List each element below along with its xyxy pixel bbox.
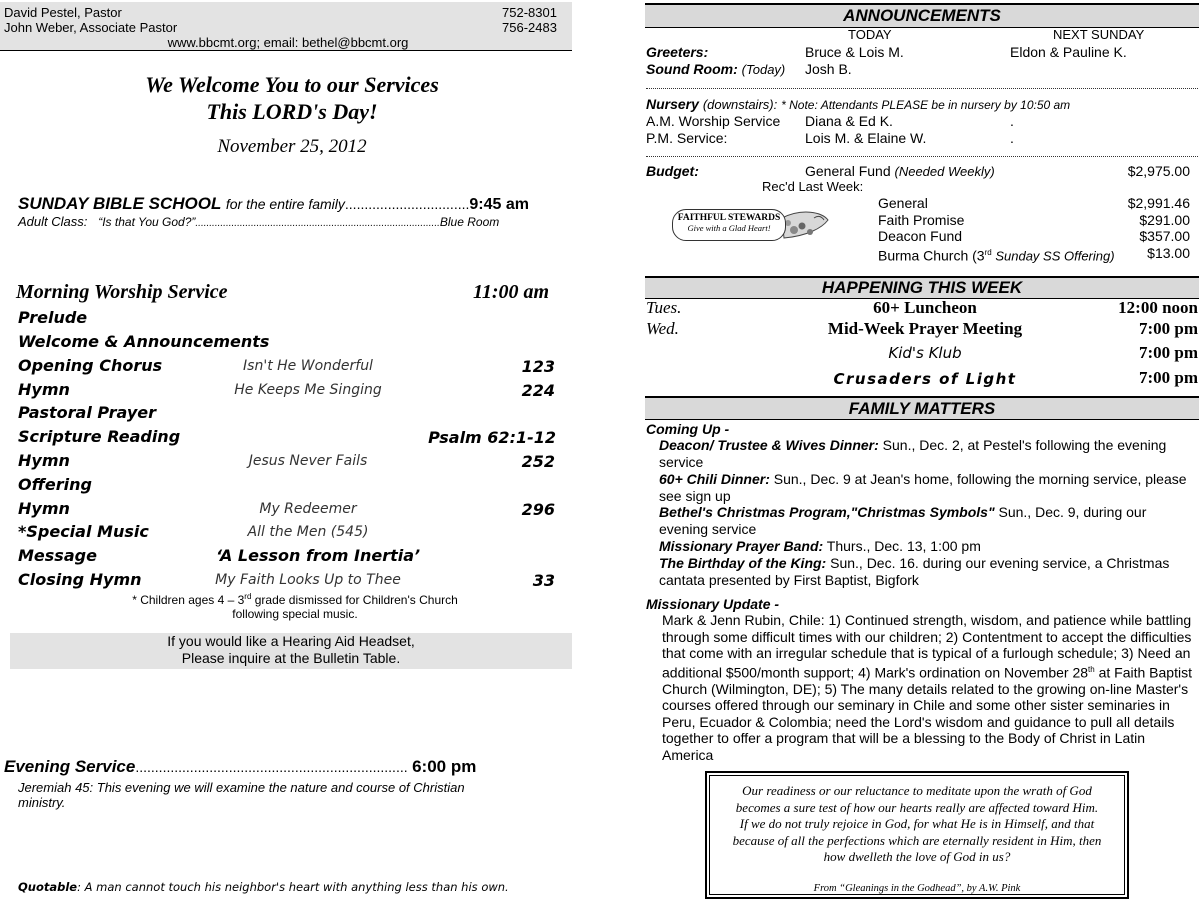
service-row (18, 475, 558, 499)
hymn-number: 123 (521, 357, 555, 376)
bible-school-line (18, 194, 578, 214)
divider (646, 88, 1198, 89)
quote-text: Our readiness or our reluctance to meditate upon the wrath of God becomes a sure test of how our hearts really are affected toward Him. If we do not truly rejoice in God, for what He is in Himself, and that because of all the perfections which are eternally resident in Him, then how dwelleth the love of God in us? (732, 783, 1102, 864)
welcome-line-2: This LORD's Day! (206, 99, 378, 124)
service-song: My Faith Looks Up to Thee (215, 572, 401, 588)
event-name: 60+ Luncheon (873, 298, 977, 317)
happening-title: HAPPENING THIS WEEK (821, 278, 1023, 297)
coming-up-item (659, 538, 1199, 555)
service-song: Jesus Never Fails (248, 453, 368, 469)
service-song: Isn't He Wonderful (243, 358, 373, 374)
service-item-name: Opening Chorus (18, 356, 163, 375)
item-text: Sun., Dec. 16. during our evening service, a Christmas cantata presented by First Baptist, Bigfork (659, 555, 1170, 588)
item-head: Missionary Prayer Band: (659, 538, 824, 554)
budget-row (878, 245, 1190, 265)
service-item-name: Pastoral Prayer (18, 403, 157, 422)
adult-class-label: Adult Class: (18, 214, 88, 229)
greeters-today: Bruce & Lois M. (805, 44, 904, 60)
nursery-where: (downstairs): (702, 97, 778, 112)
message-title: ‘A Lesson from Inertia’ (216, 546, 421, 565)
service-item-name: Welcome & Announcements (18, 332, 270, 351)
web-email: www.bbcmt.org; email: bethel@bbcmt.org (167, 35, 409, 50)
hymn-number: 33 (532, 571, 555, 590)
burma-label-a: Burma Church (3 (878, 247, 985, 264)
budget-item-label: Deacon Fund (878, 228, 963, 244)
coming-up-item (659, 555, 1199, 589)
hearing-aid-line-2: Please inquire at the Bulletin Table. (181, 650, 401, 666)
evening-description (18, 780, 465, 810)
item-text: Thurs., Dec. 13, 1:00 pm (823, 538, 981, 554)
event-time: 7:00 pm (1138, 319, 1198, 338)
happening-heading (645, 276, 1199, 299)
children-note-sup: rd (244, 592, 252, 601)
badge-line-1: FAITHFUL STEWARDS (677, 213, 781, 223)
event-time: 12:00 noon (1118, 298, 1198, 317)
budget-item-amount: $291.00 (1139, 212, 1190, 228)
childrens-church-note (100, 590, 490, 621)
adult-class-topic: “Is that You God?” (98, 215, 196, 229)
event-day: Tues. (646, 298, 682, 317)
faithful-stewards-badge (672, 206, 832, 246)
burma-label-b: Sunday SS Offering) (991, 248, 1115, 264)
am-service-dot: . (1010, 113, 1014, 129)
announcements-heading (645, 3, 1199, 28)
welcome-line-1: We Welcome You to our Services (145, 72, 439, 97)
general-fund-amount: $2,975.00 (1127, 163, 1190, 179)
pm-service-dot: . (1010, 130, 1014, 146)
assoc-pastor-name: John Weber, Associate Pastor (4, 20, 178, 35)
service-row (18, 380, 558, 404)
service-item-name: Hymn (18, 499, 70, 518)
evening-service-line (4, 757, 570, 777)
coming-up-item (659, 504, 1199, 538)
evening-desc-line-2: ministry. (18, 795, 66, 810)
hearing-aid-line-1: If you would like a Hearing Aid Headset, (167, 633, 415, 649)
budget-row (878, 212, 1190, 228)
quotable-text: : A man cannot touch his neighbor's heart with anything less than his own. (77, 880, 509, 894)
budget-row (878, 195, 1190, 211)
quotable-label: Quotable (18, 880, 78, 894)
coming-up-item (659, 471, 1199, 505)
burma-amount: $13.00 (1147, 245, 1190, 261)
general-fund-label: General Fund (805, 163, 891, 179)
worship-time: 11:00 am (473, 281, 550, 303)
worship-title: Morning Worship Service (16, 281, 228, 303)
service-item-name: Closing Hymn (18, 570, 142, 589)
event-time: 7:00 pm (1138, 343, 1198, 362)
announcements-title: ANNOUNCEMENTS (843, 6, 1001, 25)
pm-service-label: P.M. Service: (646, 130, 728, 146)
item-text: Sun., Dec. 9, during our evening service (659, 504, 1147, 537)
hymn-number: 224 (521, 381, 555, 400)
evening-time: 6:00 pm (412, 757, 477, 776)
service-row (18, 356, 558, 380)
event-time: 7:00 pm (1138, 368, 1198, 387)
item-head: Deacon/ Trustee & Wives Dinner: (659, 437, 879, 453)
adult-class-dots: ........................................................................................ (195, 218, 440, 229)
service-row (18, 546, 558, 570)
nursery-note: * Note: Attendants PLEASE be in nursery by 10:50 am (781, 98, 1071, 112)
item-head: The Birthday of the King: (659, 555, 827, 571)
evening-dots: ...................................................................... (135, 759, 408, 775)
missionary-update (662, 612, 1194, 763)
sound-room-today-tag: (Today) (741, 62, 786, 77)
children-note-b: grade dismissed for Children's Church (251, 593, 458, 607)
pastor-name: David Pestel, Pastor (4, 5, 122, 20)
quotable-line (18, 880, 509, 894)
children-note-a: * Children ages 4 – 3 (132, 593, 245, 607)
coming-up-item (659, 437, 1199, 471)
children-note-line-2: following special music. (232, 607, 358, 621)
budget-item-label: Faith Promise (878, 212, 965, 228)
service-row (18, 451, 558, 475)
quote-box (705, 771, 1129, 899)
hymn-number: 252 (521, 452, 555, 471)
badge-label (672, 209, 786, 241)
general-fund-row (805, 163, 995, 180)
evening-desc-line-1: Jeremiah 45: This evening we will examine the nature and course of Christian (18, 780, 465, 795)
missionary-text-b: at Faith Baptist Church (Wilmington, DE); 5) The many details related to the growing on-line Master's courses offered through our seminary in Chile and some other sister seminaries in Peru, Ecuador & Colombia; need the Lord's wisdom and guidance to pull all details together to offer a program that will be a blessing to the Body of Christ in Latin America (662, 664, 1192, 763)
service-row (18, 427, 558, 451)
budget-item-label: General (878, 195, 928, 211)
divider (646, 156, 1198, 157)
greeters-label: Greeters: (646, 44, 709, 60)
bible-school-subtitle: for the entire family (225, 196, 345, 212)
event-row (645, 368, 1198, 392)
family-heading (645, 396, 1199, 420)
item-head: Bethel's Christmas Program,"Christmas Symbols" (659, 504, 995, 520)
quote-source: From “Gleanings in the Godhead”, by A.W. Pink (813, 883, 1021, 894)
service-row (18, 403, 558, 427)
service-item-name: Hymn (18, 380, 70, 399)
family-title: FAMILY MATTERS (848, 399, 996, 418)
next-sunday-header: NEXT SUNDAY (1053, 27, 1145, 42)
service-row (18, 308, 558, 332)
item-text: Sun., Dec. 2, at Pestel's following the evening service (659, 437, 1167, 470)
sound-room-today: Josh B. (805, 61, 852, 77)
service-item-name: *Special Music (18, 522, 149, 541)
evening-title: Evening Service (4, 757, 136, 776)
received-last-week: Rec'd Last Week: (762, 179, 864, 194)
item-head: 60+ Chili Dinner: (659, 471, 770, 487)
service-item-name: Scripture Reading (18, 427, 181, 446)
service-row (18, 522, 558, 546)
badge-line-2: Give with a Glad Heart! (687, 223, 771, 233)
missionary-sup: th (1088, 664, 1095, 674)
pastor-header (0, 2, 572, 51)
hearing-aid-box (10, 633, 572, 669)
today-header: TODAY (848, 27, 892, 42)
scripture-reference: Psalm 62:1-12 (428, 428, 556, 447)
event-name: Mid-Week Prayer Meeting (827, 319, 1023, 338)
service-song: He Keeps Me Singing (234, 382, 382, 398)
hymn-number: 296 (521, 500, 555, 519)
missionary-text-a: Mark & Jenn Rubin, Chile: 1) Continued strength, wisdom, and patience while battling through some difficult times with our children; 2) Contentment to accept the difficulties that come with an irregular schedule that is typical of a furlough schedule; 3) Need an additional $500/month support; 4) Mark's ordination on November 28 (662, 612, 1192, 681)
needed-weekly: (Needed Weekly) (894, 164, 995, 179)
item-text: Sun., Dec. 9 at Jean's home, following the morning service, please see sign up (659, 471, 1187, 504)
am-service-label: A.M. Worship Service (646, 113, 781, 129)
assoc-pastor-phone: 756-2483 (502, 20, 557, 35)
sound-room-label: Sound Room: (646, 61, 738, 77)
pm-service-names: Lois M. & Elaine W. (805, 130, 927, 146)
coming-up-heading: Coming Up - (646, 421, 730, 437)
nursery-label: Nursery (646, 96, 699, 112)
bible-school-dots: ................................ (344, 196, 470, 212)
service-item-name: Offering (18, 475, 92, 494)
event-row (645, 319, 1198, 343)
burma-sup: rd (984, 248, 992, 257)
pastor-phone: 752-8301 (502, 5, 557, 20)
service-song: All the Men (545) (247, 524, 369, 540)
sound-room-row (646, 61, 785, 78)
service-row (18, 332, 558, 356)
nursery-row (646, 96, 1070, 113)
service-date: November 25, 2012 (217, 136, 367, 157)
bible-school-title: SUNDAY BIBLE SCHOOL (18, 194, 222, 213)
service-item-name: Message (18, 546, 97, 565)
bible-school-time: 9:45 am (469, 196, 529, 213)
budget-item-amount: $2,991.46 (1127, 195, 1190, 211)
budget-label: Budget: (646, 163, 699, 179)
service-item-name: Hymn (18, 451, 70, 470)
budget-item-amount: $357.00 (1139, 228, 1190, 244)
missionary-heading: Missionary Update - (646, 596, 780, 612)
adult-class-line (18, 214, 578, 229)
service-item-name: Prelude (18, 308, 88, 327)
budget-row (878, 228, 1190, 244)
event-name: Kid's Klub (888, 344, 962, 362)
service-row (18, 499, 558, 523)
event-row (645, 343, 1198, 367)
event-name: Crusaders of Light (833, 370, 1017, 388)
am-service-names: Diana & Ed K. (805, 113, 893, 129)
service-song: My Redeemer (259, 501, 357, 517)
event-day: Wed. (646, 319, 679, 338)
adult-class-room: Blue Room (439, 215, 500, 229)
greeters-next: Eldon & Pauline K. (1010, 44, 1127, 60)
